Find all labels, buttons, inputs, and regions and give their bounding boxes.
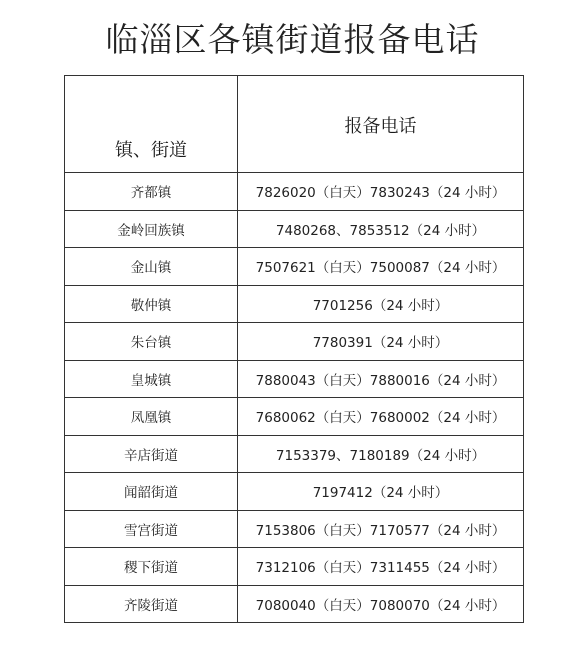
phone-number-cell: 7153379、7180189（24 小时）	[238, 435, 524, 473]
town-name-cell: 稷下街道	[65, 548, 238, 586]
phone-number-cell: 7480268、7853512（24 小时）	[238, 210, 524, 248]
table-row	[65, 360, 524, 398]
phone-number-cell: 7680062（白天）7680002（24 小时）	[238, 398, 524, 436]
page-title: 临淄区各镇街道报备电话	[105, 20, 480, 59]
phone-number-cell: 7880043（白天）7880016（24 小时）	[238, 360, 524, 398]
table-row	[65, 248, 524, 286]
table-row	[65, 548, 524, 586]
column-header-phone: 报备电话	[238, 76, 524, 173]
town-name-cell: 辛店街道	[65, 435, 238, 473]
town-name-cell: 敬仲镇	[65, 285, 238, 323]
table-row	[65, 510, 524, 548]
phone-number-cell: 7080040（白天）7080070（24 小时）	[238, 585, 524, 623]
table-body	[65, 173, 524, 623]
town-name-cell: 齐陵街道	[65, 585, 238, 623]
table-row	[65, 285, 524, 323]
town-name-cell: 皇城镇	[65, 360, 238, 398]
table-row	[65, 398, 524, 436]
table-row	[65, 323, 524, 361]
phone-number-cell: 7826020（白天）7830243（24 小时）	[238, 173, 524, 211]
town-name-cell: 凤凰镇	[65, 398, 238, 436]
town-name-cell: 齐都镇	[65, 173, 238, 211]
phone-number-cell: 7197412（24 小时）	[238, 473, 524, 511]
phone-number-cell: 7153806（白天）7170577（24 小时）	[238, 510, 524, 548]
town-name-cell: 朱台镇	[65, 323, 238, 361]
phone-table	[64, 75, 524, 623]
town-name-cell: 金岭回族镇	[65, 210, 238, 248]
town-name-cell: 雪宫街道	[65, 510, 238, 548]
town-name-cell: 闻韶街道	[65, 473, 238, 511]
table-row	[65, 473, 524, 511]
phone-number-cell: 7780391（24 小时）	[238, 323, 524, 361]
phone-number-cell: 7312106（白天）7311455（24 小时）	[238, 548, 524, 586]
table-header-row	[65, 76, 524, 173]
town-name-cell: 金山镇	[65, 248, 238, 286]
table-row	[65, 585, 524, 623]
phone-number-cell: 7701256（24 小时）	[238, 285, 524, 323]
table-row	[65, 210, 524, 248]
column-header-town: 镇、街道	[65, 76, 238, 173]
table-row	[65, 173, 524, 211]
phone-number-cell: 7507621（白天）7500087（24 小时）	[238, 248, 524, 286]
table-row	[65, 435, 524, 473]
